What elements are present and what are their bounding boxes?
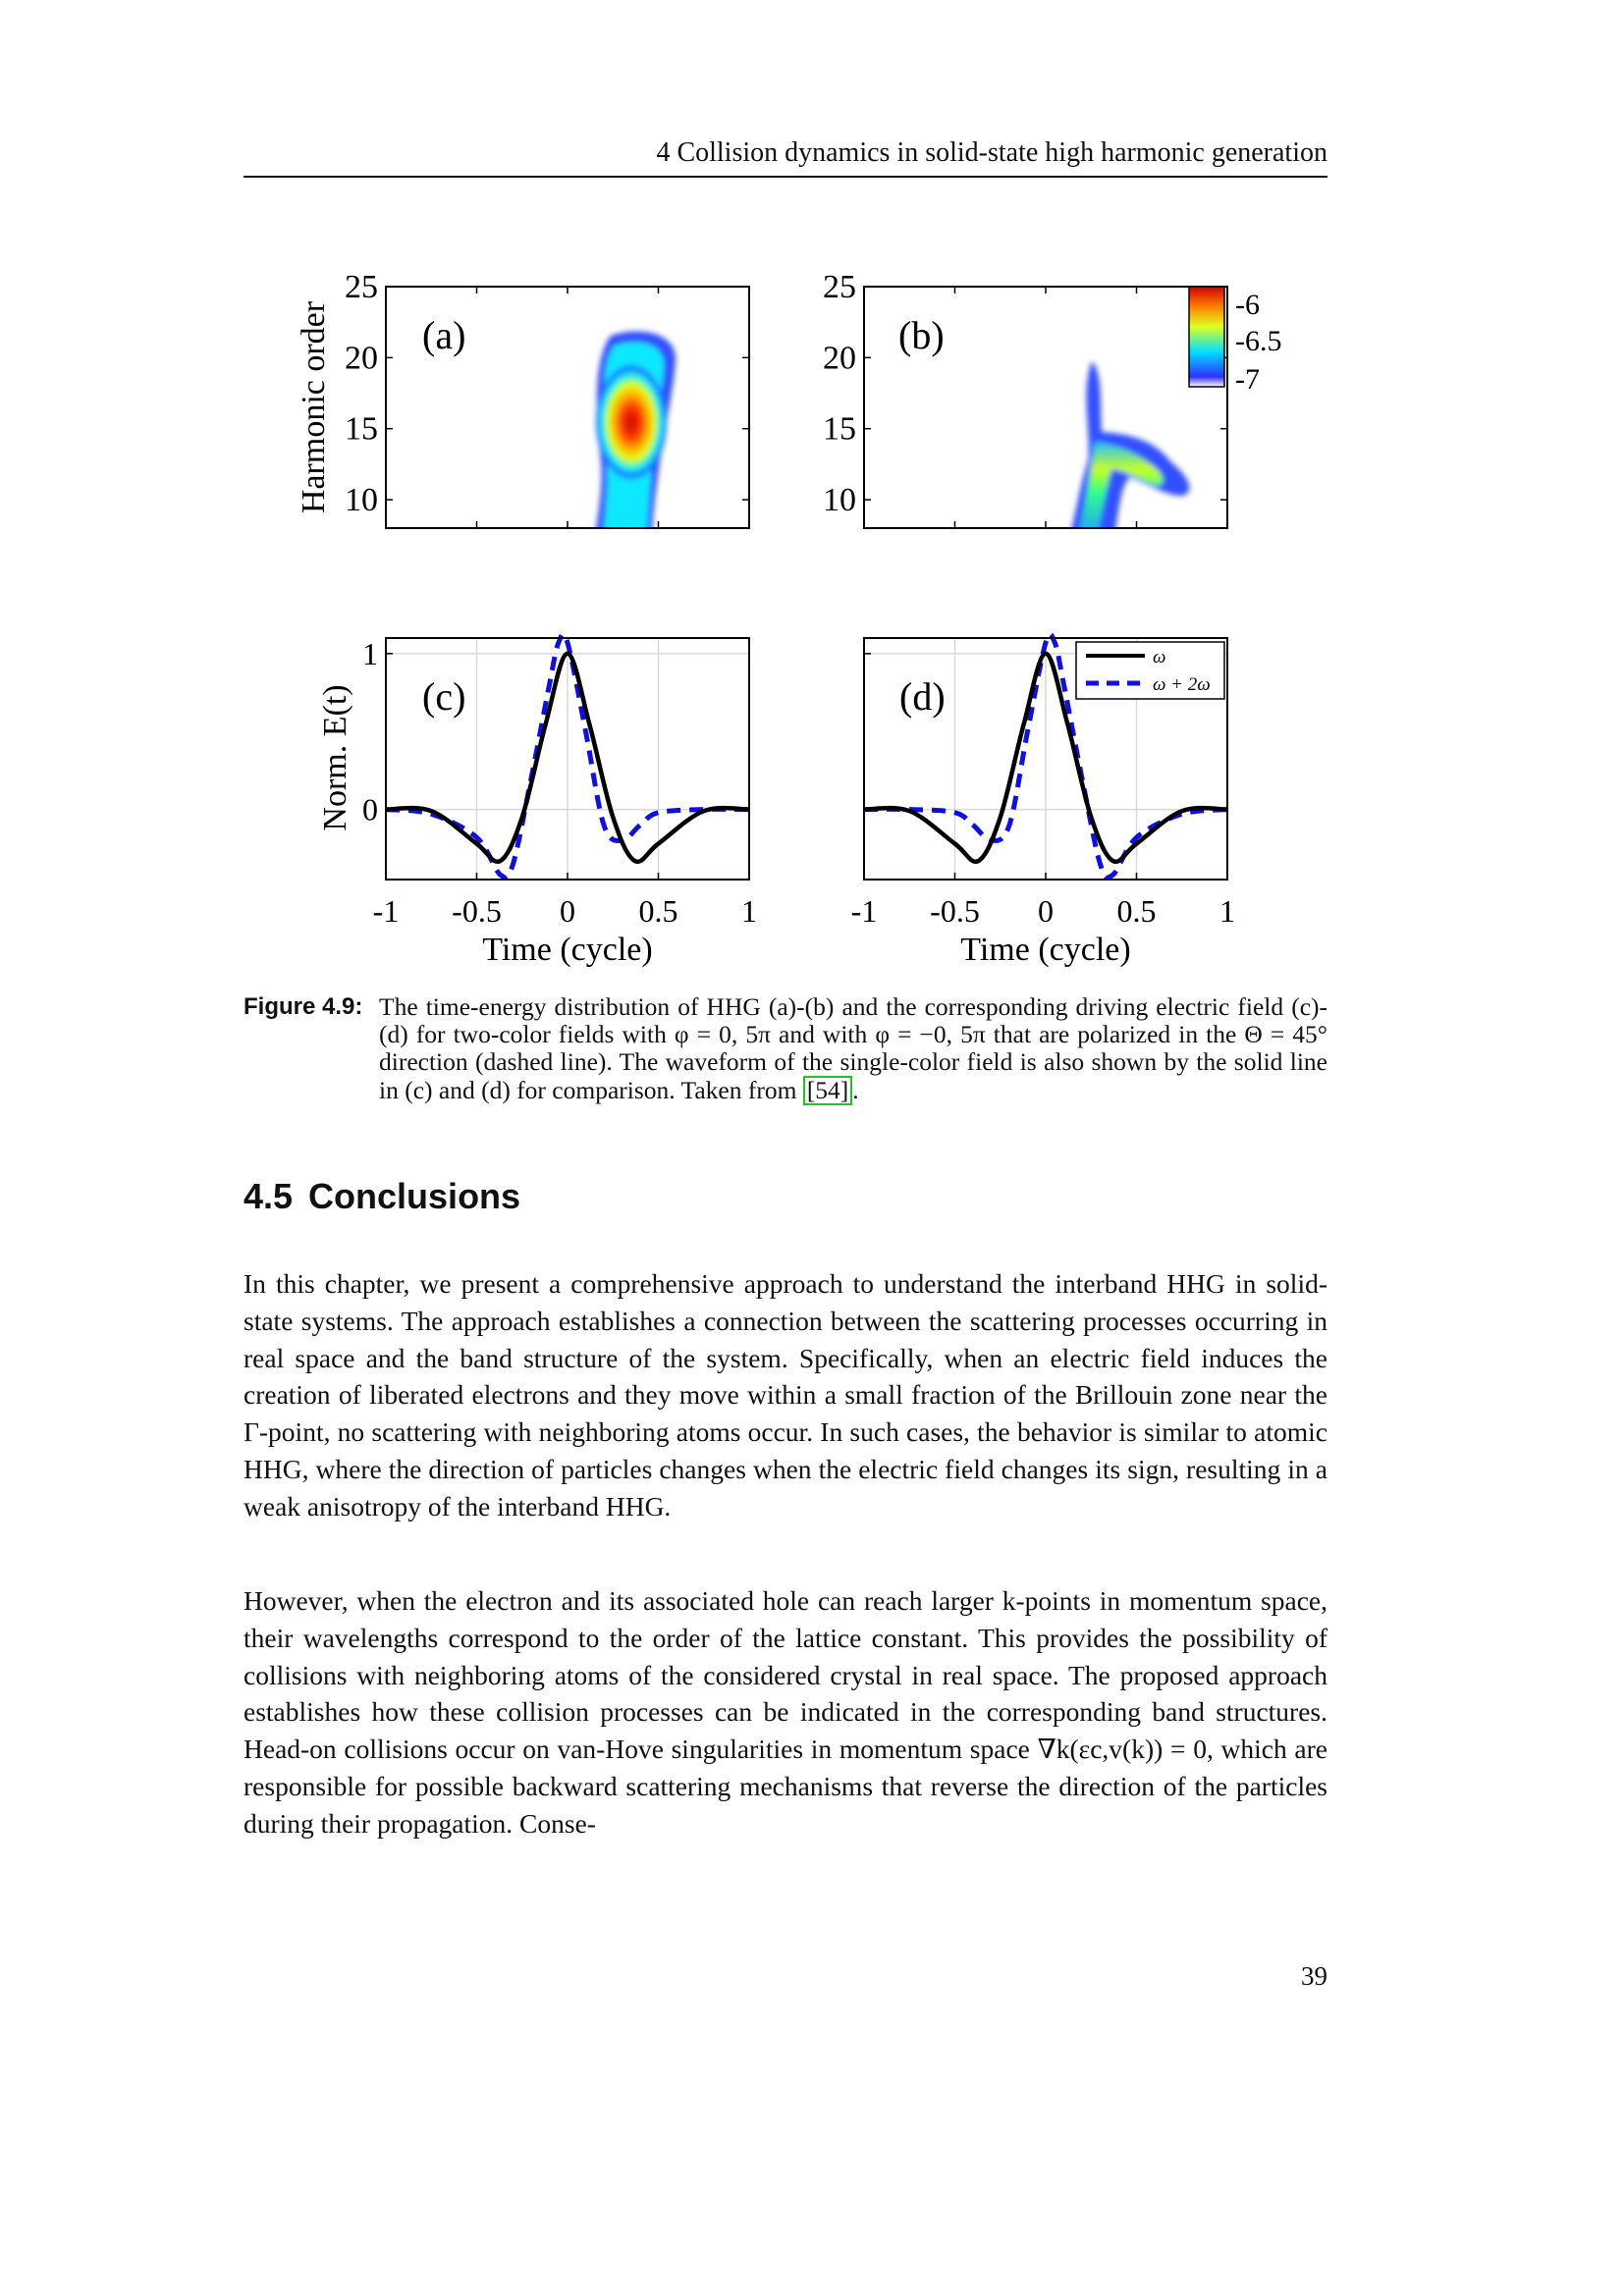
- y-tick-label: 20: [823, 340, 856, 377]
- x-axis-label-c: Time (cycle): [482, 932, 653, 968]
- running-header: 4 Collision dynamics in solid-state high harmonic generation: [656, 137, 1327, 168]
- panel-d: [851, 634, 1235, 968]
- x-tick-label: -1: [850, 893, 878, 929]
- y-tick-label: 20: [345, 340, 378, 377]
- y-tick-label: 1: [362, 635, 378, 671]
- legend: [1076, 642, 1224, 699]
- x-tick-label: -0.5: [930, 893, 980, 929]
- caption-label: Figure 4.9:: [244, 993, 363, 1020]
- y-tick-label: 0: [362, 791, 378, 828]
- panel-label-c: (c): [422, 674, 466, 719]
- x-tick-label: -1: [372, 893, 400, 929]
- section-title: Conclusions: [308, 1176, 521, 1216]
- colorbar-tick-label: -6: [1235, 289, 1260, 321]
- panel-c: [317, 634, 757, 968]
- panel-label-d: (d): [899, 674, 946, 719]
- y-axis-label-c: Norm. E(t): [317, 684, 353, 831]
- colorbar-tick-label: -7: [1235, 363, 1260, 396]
- y-tick-label: 25: [345, 269, 378, 305]
- paragraph: In this chapter, we present a comprehensive approach to understand the interband HHG in solid-state systems. The approach establishes a connection between the scattering processes occurring in real space and the band structure of the system. Specifically, when an electric field induces the creation of liberated electrons and they move within a small fraction of the Brillouin zone near the Γ-point, no scattering with neighboring atoms occur. In such cases, the behavior is similar to atomic HHG, where the direction of particles changes when the electric field changes its sign, resulting in a weak anisotropy of the interband HHG.: [244, 1268, 1327, 1522]
- x-tick-label: 0: [1038, 893, 1054, 929]
- x-tick-label: -0.5: [452, 893, 502, 929]
- section-number: 4.5: [244, 1176, 294, 1216]
- panel-label-b: (b): [898, 313, 945, 357]
- page-number: 39: [1301, 1961, 1327, 1991]
- x-tick-label: 0.5: [638, 893, 678, 929]
- colorbar: [1189, 287, 1224, 387]
- panel-b: [823, 269, 1282, 535]
- legend-label-solid: ω: [1153, 647, 1166, 667]
- y-tick-label: 10: [823, 482, 856, 519]
- caption-text: The time-energy distribution of HHG (a)-(b) and the corresponding driving electric field (c)-(d) for two-color fields with φ = 0, 5π and with φ = −0, 5π that are polarized in the Θ = 45° direction (dashed line). The waveform of the single-color field is also shown by the solid line in (c) and (d) for comparison. Taken from: [379, 992, 1327, 1104]
- heatmap-a-blob: [595, 332, 676, 535]
- y-tick-label: 25: [823, 269, 856, 305]
- caption-end: .: [852, 1076, 859, 1104]
- legend-label-dashed: ω + 2ω: [1153, 674, 1211, 695]
- x-axis-label-d: Time (cycle): [960, 932, 1131, 968]
- section-heading: [244, 1176, 520, 1217]
- x-tick-label: 0.5: [1116, 893, 1157, 929]
- y-tick-label: 15: [823, 410, 856, 448]
- panel-label-a: (a): [422, 313, 466, 357]
- y-tick-label: 15: [345, 410, 378, 448]
- y-tick-label: 10: [345, 482, 378, 519]
- paragraph: However, when the electron and its associated hole can reach larger k-points in momentum space, their wavelengths correspond to the order of the lattice constant. This provides the possibility of collisions with neighboring atoms of the considered crystal in real space. The proposed approach establishes how these collision processes can be indicated in the corresponding band structures. Head-on collisions occur on van-Hove singularities in momentum space ∇k(εc,v(k)) = 0, which are responsible for possible backward scattering mechanisms that reverse the direction of the particles during their propagation. Conse-: [244, 1585, 1327, 1839]
- panel-a: [296, 269, 749, 535]
- x-tick-label: 1: [1219, 893, 1235, 929]
- colorbar-tick-label: -6.5: [1235, 325, 1282, 357]
- y-axis-label-a: Harmonic order: [296, 300, 332, 514]
- x-tick-label: 1: [741, 893, 757, 929]
- citation-link[interactable]: [54]: [803, 1076, 852, 1105]
- figure-caption: [244, 993, 1327, 1105]
- figure-4-9: [0, 0, 1624, 982]
- heatmap-b-blob: [1070, 361, 1189, 535]
- x-tick-label: 0: [560, 893, 575, 929]
